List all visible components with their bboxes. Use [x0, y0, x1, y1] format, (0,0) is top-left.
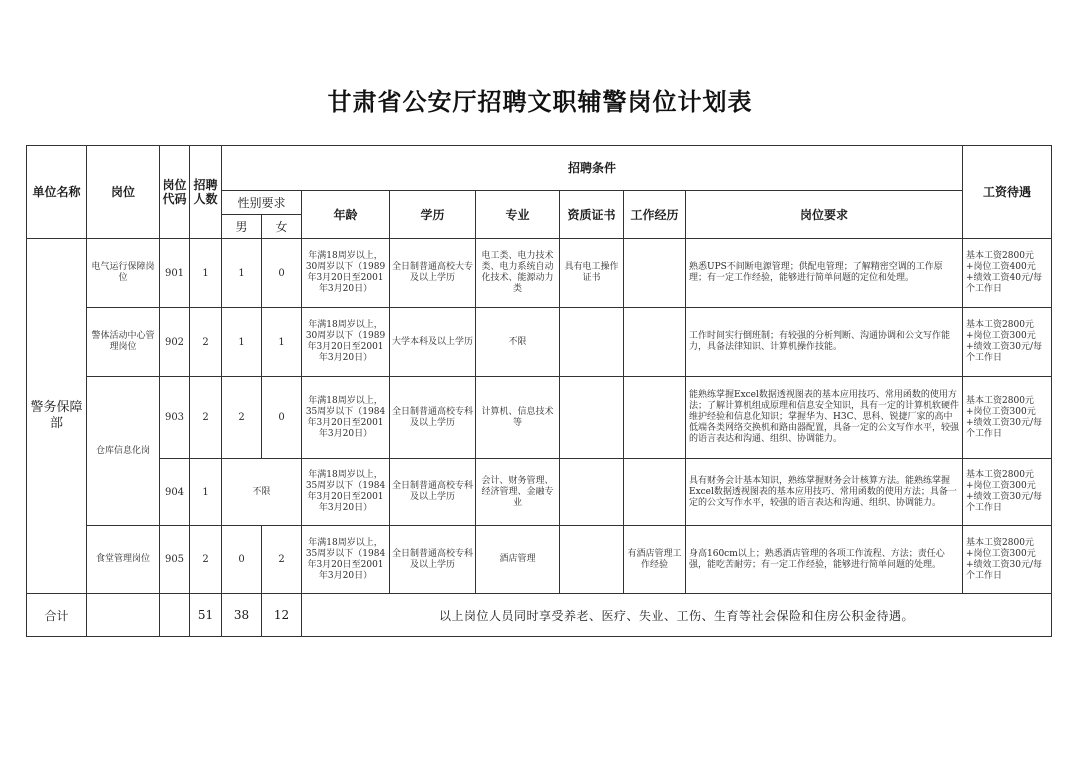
certificate-cell: [560, 377, 624, 459]
female-cell: 0: [262, 239, 302, 308]
table-row: [27, 459, 1052, 526]
certificate-cell: [560, 459, 624, 526]
age-cell: 年满18周岁以上，35周岁以下（1984年3月20日至2001年3月20日）: [302, 459, 390, 526]
header-female: 女: [262, 215, 302, 239]
salary-cell: 基本工资2800元+岗位工资300元+绩效工资30元/每个工作日: [963, 526, 1052, 594]
major-cell: 电工类、电力技术类、电力系统自动化技术、能源动力类: [476, 239, 560, 308]
position-cell: 食堂管理岗位: [87, 526, 160, 594]
male-cell: 1: [222, 308, 262, 377]
position-cell: 电气运行保障岗位: [87, 239, 160, 308]
code-cell: 902: [160, 308, 190, 377]
male-cell: 0: [222, 526, 262, 594]
header-gender: 性别要求: [222, 191, 302, 215]
header-code: 岗位代码: [160, 146, 190, 239]
certificate-cell: 具有电工操作证书: [560, 239, 624, 308]
requirements-cell: 熟悉UPS不间断电源管理；供配电管理；了解精密空调的工作原理；有一定工作经验，能够进行简单问题的定位和处理。: [686, 239, 963, 308]
header-salary: 工资待遇: [963, 146, 1052, 239]
table-row: [27, 526, 1052, 594]
table-row: [27, 377, 1052, 459]
education-cell: 大学本科及以上学历: [390, 308, 476, 377]
major-cell: 不限: [476, 308, 560, 377]
header-certificate: 资质证书: [560, 191, 624, 239]
code-cell: 903: [160, 377, 190, 459]
age-cell: 年满18周岁以上，35周岁以下（1984年3月20日至2001年3月20日）: [302, 526, 390, 594]
experience-cell: [624, 377, 686, 459]
header-unit: 单位名称: [27, 146, 87, 239]
unit-name: 警务保障部: [27, 239, 87, 594]
totals-row: [27, 594, 1052, 637]
count-cell: 2: [190, 377, 222, 459]
count-cell: 1: [190, 239, 222, 308]
age-cell: 年满18周岁以上，35周岁以下（1984年3月20日至2001年3月20日）: [302, 377, 390, 459]
age-cell: 年满18周岁以上，30周岁以下（1989年3月20日至2001年3月20日）: [302, 239, 390, 308]
education-cell: 全日制普通高校大专及以上学历: [390, 239, 476, 308]
totals-male: 38: [222, 594, 262, 637]
salary-cell: 基本工资2800元+岗位工资300元+绩效工资30元/每个工作日: [963, 459, 1052, 526]
code-cell: 901: [160, 239, 190, 308]
header-male: 男: [222, 215, 262, 239]
position-cell: 警体活动中心管理岗位: [87, 308, 160, 377]
recruitment-plan-table: [26, 145, 1052, 637]
code-cell: 904: [160, 459, 190, 526]
requirements-cell: 身高160cm以上；熟悉酒店管理的各项工作流程、方法；责任心强，能吃苦耐劳；有一定工作经验，能够进行简单问题的处理。: [686, 526, 963, 594]
count-cell: 2: [190, 308, 222, 377]
major-cell: 计算机、信息技术等: [476, 377, 560, 459]
table-row: [27, 308, 1052, 377]
requirements-cell: 工作时间实行倒班制；有较强的分析判断、沟通协调和公文写作能力，具备法律知识、计算机操作技能。: [686, 308, 963, 377]
age-cell: 年满18周岁以上，30周岁以下（1989年3月20日至2001年3月20日）: [302, 308, 390, 377]
education-cell: 全日制普通高校专科及以上学历: [390, 377, 476, 459]
male-cell: 1: [222, 239, 262, 308]
education-cell: 全日制普通高校专科及以上学历: [390, 526, 476, 594]
totals-empty: [160, 594, 190, 637]
header-count: 招聘人数: [190, 146, 222, 239]
header-major: 专业: [476, 191, 560, 239]
header-row-1: [27, 146, 1052, 191]
header-requirements: 岗位要求: [686, 191, 963, 239]
header-conditions: 招聘条件: [222, 146, 963, 191]
experience-cell: [624, 459, 686, 526]
experience-cell: [624, 239, 686, 308]
salary-cell: 基本工资2800元+岗位工资300元+绩效工资30元/每个工作日: [963, 377, 1052, 459]
totals-female: 12: [262, 594, 302, 637]
gender-any-cell: 不限: [222, 459, 302, 526]
certificate-cell: [560, 526, 624, 594]
female-cell: 1: [262, 308, 302, 377]
count-cell: 1: [190, 459, 222, 526]
major-cell: 会计、财务管理、经济管理、金融专业: [476, 459, 560, 526]
requirements-cell: 能熟练掌握Excel数据透视图表的基本应用技巧、常用函数的使用方法；了解计算机组成原理和信息安全知识，具有一定的计算机软硬件维护经验和信息化知识；掌握华为、H3C、思科、锐捷厂家的高中低端各类网络交换机和路由器配置，具备一定的公文写作水平，较强的语言表达和沟通、组织、协调能力。: [686, 377, 963, 459]
header-age: 年龄: [302, 191, 390, 239]
totals-label: 合计: [27, 594, 87, 637]
salary-cell: 基本工资2800元+岗位工资300元+绩效工资30元/每个工作日: [963, 308, 1052, 377]
count-cell: 2: [190, 526, 222, 594]
requirements-cell: 具有财务会计基本知识，熟练掌握财务会计核算方法。能熟练掌握Excel数据透视图表的基本应用技巧、常用函数的使用方法；具备一定的公文写作水平，较强的语言表达和沟通、组织、协调能力。: [686, 459, 963, 526]
certificate-cell: [560, 308, 624, 377]
female-cell: 0: [262, 377, 302, 459]
table-row: [27, 239, 1052, 308]
male-cell: 2: [222, 377, 262, 459]
position-cell: 仓库信息化岗: [87, 377, 160, 526]
code-cell: 905: [160, 526, 190, 594]
experience-cell: [624, 308, 686, 377]
salary-cell: 基本工资2800元+岗位工资400元+绩效工资40元/每个工作日: [963, 239, 1052, 308]
header-position: 岗位: [87, 146, 160, 239]
totals-count: 51: [190, 594, 222, 637]
major-cell: 酒店管理: [476, 526, 560, 594]
header-education: 学历: [390, 191, 476, 239]
totals-note: 以上岗位人员同时享受养老、医疗、失业、工伤、生育等社会保险和住房公积金待遇。: [302, 594, 1052, 637]
education-cell: 全日制普通高校专科及以上学历: [390, 459, 476, 526]
female-cell: 2: [262, 526, 302, 594]
page-title: 甘肃省公安厅招聘文职辅警岗位计划表: [327, 88, 753, 116]
experience-cell: 有酒店管理工作经验: [624, 526, 686, 594]
totals-empty: [87, 594, 160, 637]
header-experience: 工作经历: [624, 191, 686, 239]
